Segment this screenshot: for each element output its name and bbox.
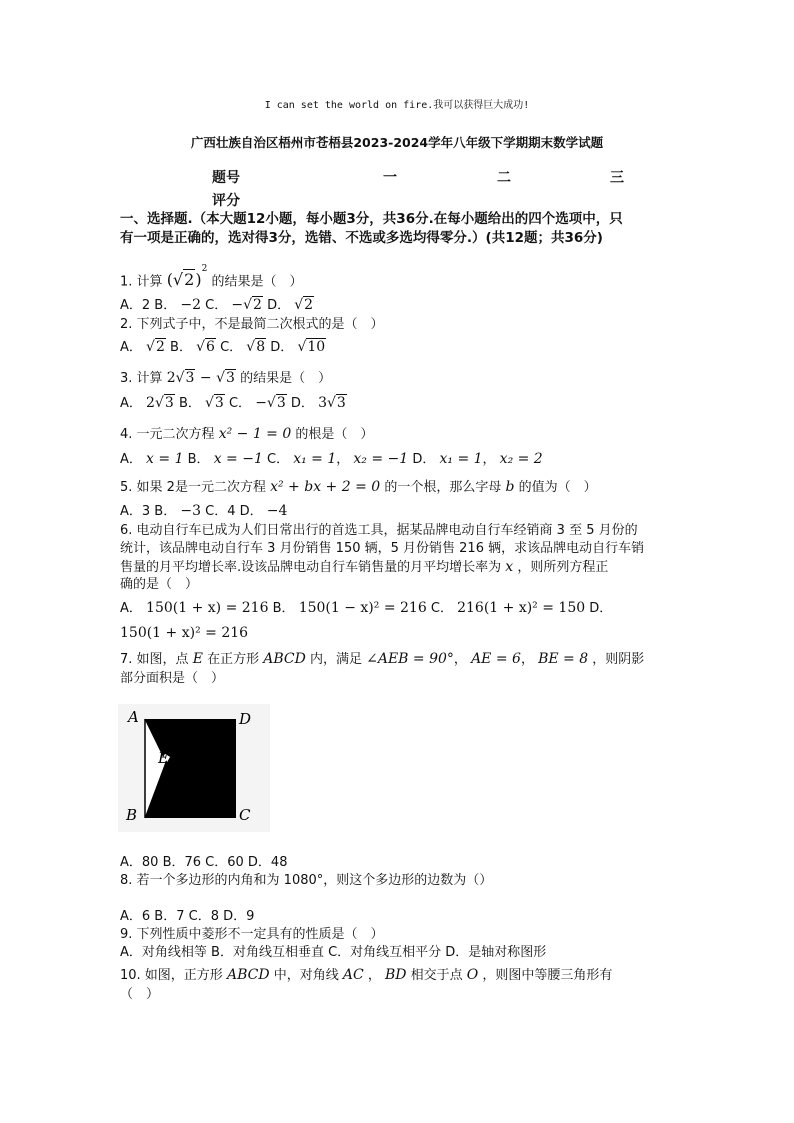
q3-option-d-value: 3√3	[318, 395, 346, 411]
q5-option-b-value: −3	[180, 503, 201, 519]
q4-equation: x² − 1 = 0	[218, 426, 292, 442]
header-motto: I can set the world on fire.我可以获得巨大成功!	[264, 100, 530, 111]
question-7-options: A．80 B．76 C．60 D．48	[120, 855, 288, 870]
question-2-options	[120, 338, 326, 357]
q6-line-3-suffix: ，则所列方程正	[517, 560, 609, 575]
question-3-options	[120, 394, 347, 413]
question-6-line-4: 确的是（ ）	[120, 577, 199, 592]
q4-prefix: 4. 一元二次方程	[120, 427, 215, 442]
q1-option-ab: A．2 B．	[120, 298, 177, 313]
q1-option-c-value: −√2	[231, 297, 262, 313]
q4-option-a-label: A．	[120, 452, 142, 467]
q2-option-b-value: √6	[196, 339, 215, 355]
q7-label-d: D	[239, 710, 252, 728]
q3-option-a-value: 2√3	[146, 395, 174, 411]
q10-mid-2: 相交于点	[410, 968, 463, 983]
q4-option-d-label: D．	[412, 452, 436, 467]
q3-expression: 2√3 − √3	[166, 370, 235, 386]
q10-suffix: ，则图中等腰三角形有	[482, 968, 613, 983]
q7-suffix: ，则阴影	[592, 652, 645, 667]
q4-option-c-value-2: x₂ = −1	[353, 451, 409, 467]
q7-label-e: E	[158, 749, 169, 767]
q7-mid-1: 在正方形	[207, 652, 260, 667]
q7-label-a: A	[128, 708, 139, 726]
q10-mid-1: 中，对角线	[273, 968, 339, 983]
question-5-options	[120, 502, 287, 521]
question-4-options: A． x = 1 B． x = −1 C． x₁ = 1， x₂ = −1 D． x₁ = 1， x₂ = 2	[120, 451, 543, 467]
question-8-options: A．6 B．7 C．8 D．9	[120, 909, 255, 924]
q7-ae: AE = 6	[471, 651, 521, 667]
q7-point: E	[192, 651, 203, 667]
q3-option-a-label: A．	[120, 396, 142, 411]
q5-option-d-value: −4	[266, 503, 288, 519]
q5-middle: 的一个根，那么字母	[384, 480, 502, 495]
q6-option-b-value: 150(1 − x)² = 216	[298, 600, 427, 616]
q3-option-b-label: B．	[178, 396, 201, 411]
q5-option-cd: C．4 D．	[205, 504, 263, 519]
question-6-option-d	[120, 624, 248, 643]
question-9-text: 9. 下列性质中菱形不一定具有的性质是（ ）	[120, 927, 384, 942]
q3-option-c-label: C．	[228, 396, 252, 411]
question-7-line-2: 部分面积是（ ）	[120, 671, 225, 686]
question-10-line-1	[120, 966, 612, 985]
q5-variable: b	[505, 479, 515, 495]
score-table-row-label-number: 题号	[212, 170, 240, 186]
q3-option-c-value: −√3	[255, 395, 286, 411]
q6-option-d-value: 150(1 + x)² = 216	[120, 625, 249, 641]
q4-option-d-value-2: x₂ = 2	[499, 451, 543, 467]
question-6-line-3	[120, 558, 608, 577]
q5-suffix: 的值为（ ）	[518, 480, 597, 495]
q6-option-c-label: C．	[430, 601, 453, 616]
q4-option-c-label: C．	[267, 452, 290, 467]
q2-option-c-label: C．	[220, 340, 243, 355]
q6-option-a-label: A．	[120, 601, 142, 616]
section-1-line-1: 一、选择题.（本大题12小题，每小题3分，共36分.在每小题给出的四个选项中，只	[120, 211, 623, 227]
q10-ac: AC	[342, 967, 364, 983]
q3-option-d-label: D．	[290, 396, 314, 411]
q6-option-b-label: B．	[272, 601, 295, 616]
q6-option-d-label: D．	[589, 601, 613, 616]
q7-square-figure	[118, 704, 270, 832]
q7-square: ABCD	[263, 651, 306, 667]
question-4	[120, 425, 373, 444]
q5-equation: x² + bx + 2 = 0	[270, 479, 381, 495]
q3-prefix: 3. 计算	[120, 371, 163, 386]
q4-option-c-value-1: x₁ = 1	[293, 451, 337, 467]
q7-label-c: C	[239, 806, 251, 824]
q2-option-d-label: D．	[270, 340, 294, 355]
q1-suffix: 的结果是（ ）	[211, 274, 303, 290]
q7-angle: ∠AEB = 90°	[366, 651, 454, 667]
question-10-line-2: （ ）	[120, 987, 160, 1002]
q10-bd: BD	[384, 967, 407, 983]
q5-prefix: 5. 如果 2是一元二次方程	[120, 480, 266, 495]
q6-line-3-text: 售量的月平均增长率.设该品牌电动自行车销售量的月平均增长率为	[120, 560, 502, 575]
question-5	[120, 478, 597, 497]
q3-suffix: 的结果是（ ）	[240, 371, 332, 386]
q1-option-c-label: C．	[205, 298, 228, 313]
section-1-line-2: 有一项是正确的，选对得3分，选错、不选或多选均得零分.）(共12题；共36分)	[120, 230, 603, 246]
exam-title: 广西壮族自治区梧州市苍梧县2023-2024学年八年级下学期期末数学试题	[190, 135, 604, 150]
q6-variable: x	[505, 559, 514, 575]
q7-mid-2: 内，满足	[309, 652, 362, 667]
q1-option-d-value: √2	[294, 297, 314, 313]
q1-option-d-label: D．	[267, 298, 291, 313]
q4-option-a-value: x = 1	[146, 451, 184, 467]
q2-option-a-label: A．	[120, 340, 142, 355]
q4-option-b-value: x = −1	[213, 451, 263, 467]
score-table-row-label-score: 评分	[212, 193, 240, 209]
q6-option-c-value: 216(1 + x)² = 150	[457, 600, 586, 616]
question-7-line-1: 7. 如图，点 E 在正方形 ABCD 内，满足 ∠AEB = 90°， AE = 6， BE = 8 ，则阴影	[120, 651, 645, 667]
question-9-options: A．对角线相等 B．对角线互相垂直 C．对角线互相平分 D．是轴对称图形	[120, 945, 547, 960]
q7-be: BE = 8	[538, 651, 589, 667]
question-1	[120, 264, 303, 291]
q2-option-c-value: √8	[246, 339, 266, 355]
q1-option-b-value: −2	[180, 297, 201, 313]
q2-option-d-value: √10	[297, 339, 326, 355]
q10-square: ABCD	[226, 967, 270, 983]
q4-option-b-label: B．	[187, 452, 210, 467]
question-2-text: 2. 下列式子中，不是最简二次根式的是（ ）	[120, 317, 384, 332]
q1-prefix: 1. 计算	[120, 274, 163, 290]
score-table-col-2: 二	[497, 170, 511, 186]
q5-option-ab: A．3 B．	[120, 504, 177, 519]
q2-option-a-value: √2	[146, 339, 165, 355]
q4-option-d-value-1: x₁ = 1	[439, 451, 483, 467]
q7-prefix: 7. 如图，点	[120, 652, 189, 667]
question-3	[120, 369, 331, 388]
question-6-options	[120, 599, 612, 618]
question-8-text: 8. 若一个多边形的内角和为 1080°，则这个多边形的边数为（）	[120, 873, 493, 888]
q4-suffix: 的根是（ ）	[295, 427, 374, 442]
q2-option-b-label: B．	[170, 340, 192, 355]
q10-prefix: 10. 如图，正方形	[120, 968, 223, 983]
q3-option-b-value: √3	[205, 395, 224, 411]
question-6-line-1: 6. 电动自行车已成为人们日常出行的首选工具，据某品牌电动自行车经销商 3 至 5 月份的	[120, 523, 638, 538]
q6-option-a-value: 150(1 + x) = 216	[146, 600, 269, 616]
q1-expression: $(√2)^2$	[166, 264, 208, 290]
question-1-options	[120, 296, 314, 315]
question-6-line-2: 统计，该品牌电动自行车 3 月份销售 150 辆，5 月份销售 216 辆，求该品牌电动自行车销	[120, 541, 645, 556]
score-table-col-1: 一	[383, 170, 397, 186]
q10-comma: ，	[367, 968, 381, 983]
q10-point-o: O	[466, 967, 479, 983]
score-table-col-3: 三	[610, 170, 624, 186]
q7-label-b: B	[126, 806, 138, 824]
